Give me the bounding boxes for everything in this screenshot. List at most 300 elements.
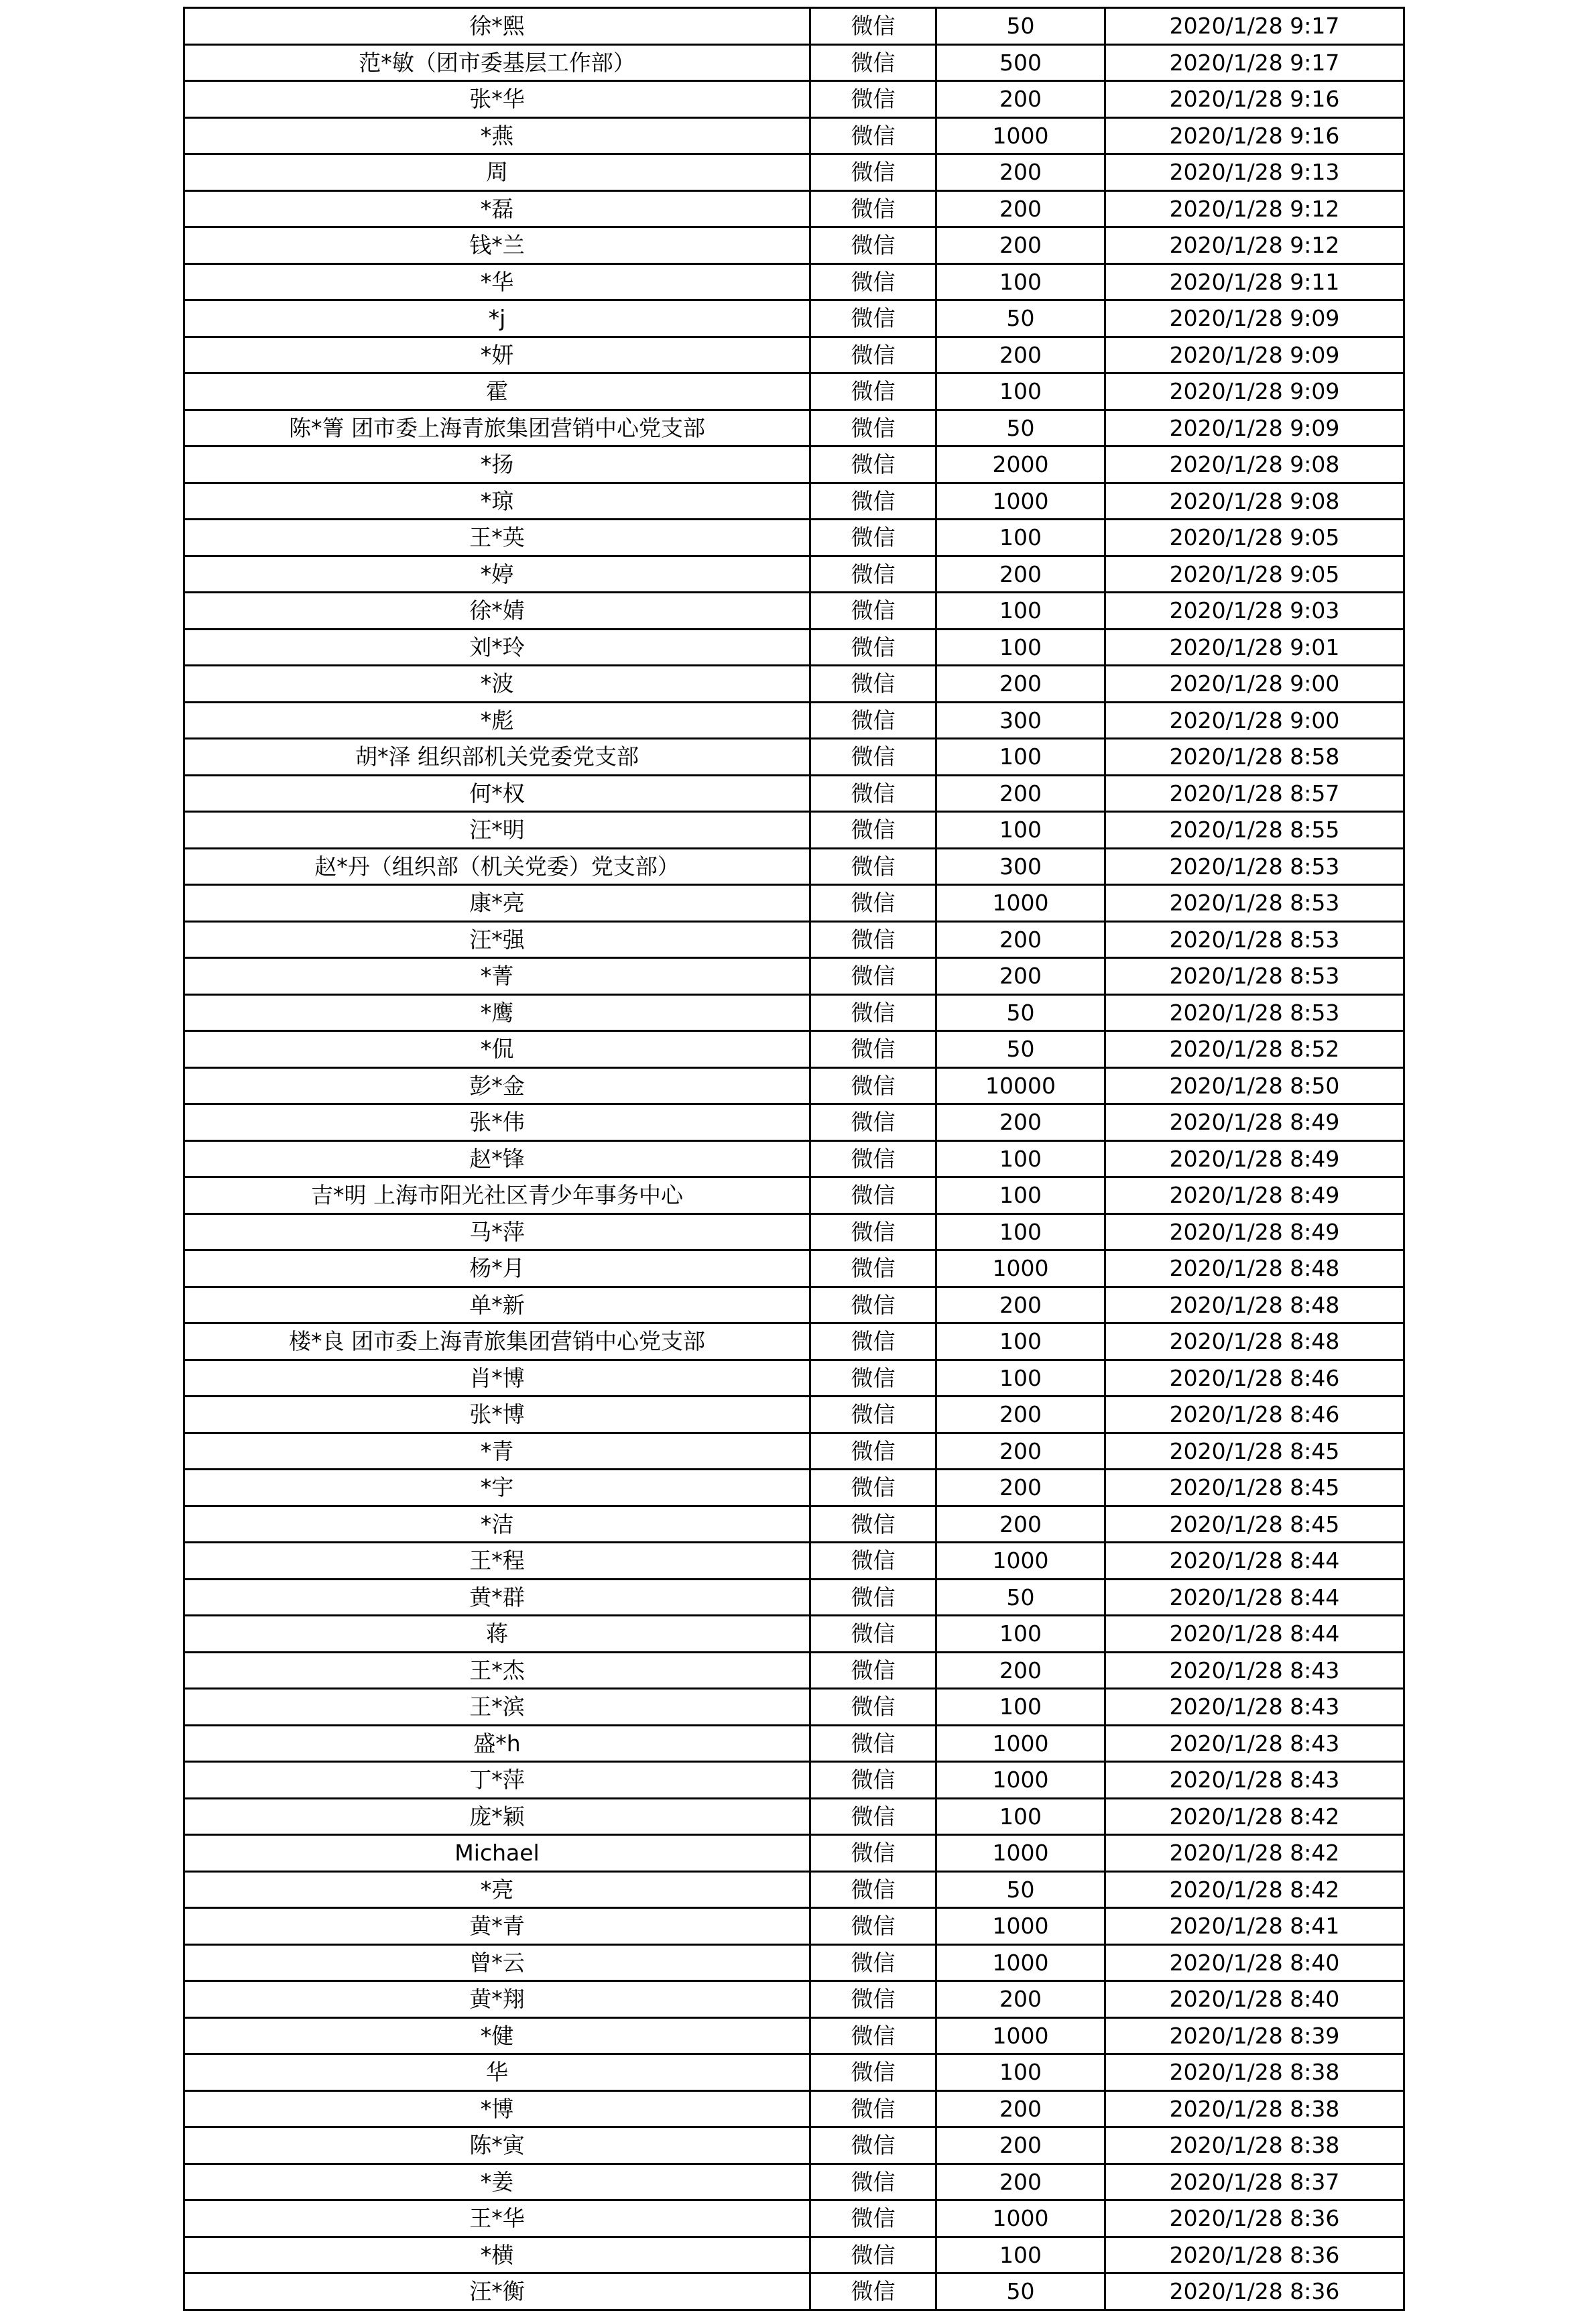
donation-time-cell: 2020/1/28 8:43 — [1105, 1725, 1404, 1762]
table-row — [184, 154, 1404, 191]
table-row — [184, 1287, 1404, 1323]
donation-time-cell: 2020/1/28 8:55 — [1105, 812, 1404, 849]
payment-channel-cell: 微信 — [810, 629, 936, 666]
donation-time-cell: 2020/1/28 9:09 — [1105, 300, 1404, 337]
donation-amount-cell: 1000 — [936, 1762, 1105, 1799]
donor-name-cell: 王*程 — [184, 1543, 810, 1580]
payment-channel-cell: 微信 — [810, 1798, 936, 1835]
donation-amount-cell: 200 — [936, 190, 1105, 227]
donor-name-cell: 霍 — [184, 373, 810, 410]
donation-time-cell: 2020/1/28 8:38 — [1105, 2127, 1404, 2164]
table-row — [184, 1506, 1404, 1543]
donation-time-cell: 2020/1/28 8:40 — [1105, 1944, 1404, 1981]
table-row — [184, 1360, 1404, 1397]
donor-name-cell: 丁*萍 — [184, 1762, 810, 1799]
donation-table — [183, 7, 1405, 2311]
donor-name-cell: *婷 — [184, 556, 810, 593]
payment-channel-cell: 微信 — [810, 81, 936, 118]
table-row — [184, 81, 1404, 118]
donor-name-cell: *燕 — [184, 117, 810, 154]
donation-time-cell: 2020/1/28 8:49 — [1105, 1140, 1404, 1177]
table-row — [184, 2237, 1404, 2273]
table-row — [184, 629, 1404, 666]
donor-name-cell: 赵*锋 — [184, 1140, 810, 1177]
payment-channel-cell: 微信 — [810, 410, 936, 447]
payment-channel-cell: 微信 — [810, 1067, 936, 1104]
donation-amount-cell: 200 — [936, 775, 1105, 812]
donation-time-cell: 2020/1/28 8:48 — [1105, 1250, 1404, 1287]
donation-time-cell: 2020/1/28 8:49 — [1105, 1177, 1404, 1214]
table-row — [184, 1579, 1404, 1616]
payment-channel-cell: 微信 — [810, 1177, 936, 1214]
donation-amount-cell: 1000 — [936, 1944, 1105, 1981]
payment-channel-cell: 微信 — [810, 1397, 936, 1433]
payment-channel-cell: 微信 — [810, 190, 936, 227]
payment-channel-cell: 微信 — [810, 1104, 936, 1141]
donation-amount-cell: 100 — [936, 739, 1105, 776]
payment-channel-cell: 微信 — [810, 2054, 936, 2091]
donation-time-cell: 2020/1/28 8:53 — [1105, 848, 1404, 885]
table-row — [184, 739, 1404, 776]
donor-name-cell: 曾*云 — [184, 1944, 810, 1981]
table-row — [184, 1798, 1404, 1835]
payment-channel-cell: 微信 — [810, 921, 936, 958]
payment-channel-cell: 微信 — [810, 1140, 936, 1177]
donation-amount-cell: 200 — [936, 958, 1105, 995]
table-row — [184, 2127, 1404, 2164]
donor-name-cell: *横 — [184, 2237, 810, 2273]
donation-amount-cell: 50 — [936, 994, 1105, 1031]
donation-time-cell: 2020/1/28 8:48 — [1105, 1287, 1404, 1323]
donation-amount-cell: 100 — [936, 1213, 1105, 1250]
donor-name-cell: *健 — [184, 2017, 810, 2054]
table-row — [184, 1250, 1404, 1287]
table-row — [184, 263, 1404, 300]
donation-time-cell: 2020/1/28 8:53 — [1105, 885, 1404, 922]
donation-amount-cell: 100 — [936, 2237, 1105, 2273]
table-row — [184, 300, 1404, 337]
table-row — [184, 702, 1404, 739]
donor-name-cell: 吉*明 上海市阳光社区青少年事务中心 — [184, 1177, 810, 1214]
table-row — [184, 812, 1404, 849]
payment-channel-cell: 微信 — [810, 1944, 936, 1981]
table-row — [184, 921, 1404, 958]
donation-amount-cell: 100 — [936, 520, 1105, 556]
payment-channel-cell: 微信 — [810, 2017, 936, 2054]
donation-amount-cell: 200 — [936, 2164, 1105, 2200]
donation-amount-cell: 100 — [936, 1616, 1105, 1653]
donation-time-cell: 2020/1/28 8:46 — [1105, 1397, 1404, 1433]
donation-time-cell: 2020/1/28 8:46 — [1105, 1360, 1404, 1397]
payment-channel-cell: 微信 — [810, 593, 936, 630]
donation-time-cell: 2020/1/28 9:11 — [1105, 263, 1404, 300]
table-row — [184, 1323, 1404, 1360]
donor-name-cell: Michael — [184, 1835, 810, 1872]
payment-channel-cell: 微信 — [810, 958, 936, 995]
donation-amount-cell: 200 — [936, 1506, 1105, 1543]
table-row — [184, 2273, 1404, 2310]
table-row — [184, 117, 1404, 154]
donation-time-cell: 2020/1/28 9:16 — [1105, 117, 1404, 154]
donation-time-cell: 2020/1/28 8:45 — [1105, 1433, 1404, 1470]
donor-name-cell: 王*杰 — [184, 1652, 810, 1689]
payment-channel-cell: 微信 — [810, 775, 936, 812]
table-row — [184, 8, 1404, 45]
table-row — [184, 1981, 1404, 2018]
payment-channel-cell: 微信 — [810, 1652, 936, 1689]
donation-time-cell: 2020/1/28 8:42 — [1105, 1871, 1404, 1908]
payment-channel-cell: 微信 — [810, 117, 936, 154]
donation-time-cell: 2020/1/28 8:36 — [1105, 2200, 1404, 2237]
donation-amount-cell: 1000 — [936, 2200, 1105, 2237]
donor-name-cell: 康*亮 — [184, 885, 810, 922]
donation-time-cell: 2020/1/28 8:40 — [1105, 1981, 1404, 2018]
payment-channel-cell: 微信 — [810, 1433, 936, 1470]
donor-name-cell: 周 — [184, 154, 810, 191]
donor-name-cell: 庞*颖 — [184, 1798, 810, 1835]
payment-channel-cell: 微信 — [810, 8, 936, 45]
donation-amount-cell: 200 — [936, 1470, 1105, 1506]
donation-amount-cell: 100 — [936, 1323, 1105, 1360]
table-row — [184, 1433, 1404, 1470]
table-row — [184, 958, 1404, 995]
donation-time-cell: 2020/1/28 9:08 — [1105, 447, 1404, 483]
donor-name-cell: *菁 — [184, 958, 810, 995]
donor-name-cell: *洁 — [184, 1506, 810, 1543]
donation-time-cell: 2020/1/28 9:17 — [1105, 8, 1404, 45]
payment-channel-cell: 微信 — [810, 300, 936, 337]
donor-name-cell: 单*新 — [184, 1287, 810, 1323]
donation-time-cell: 2020/1/28 9:05 — [1105, 520, 1404, 556]
donor-name-cell: 张*伟 — [184, 1104, 810, 1141]
payment-channel-cell: 微信 — [810, 227, 936, 264]
payment-channel-cell: 微信 — [810, 1689, 936, 1726]
donor-name-cell: 汪*衡 — [184, 2273, 810, 2310]
table-row — [184, 1470, 1404, 1506]
donation-time-cell: 2020/1/28 8:37 — [1105, 2164, 1404, 2200]
donation-amount-cell: 100 — [936, 812, 1105, 849]
payment-channel-cell: 微信 — [810, 154, 936, 191]
payment-channel-cell: 微信 — [810, 2200, 936, 2237]
donation-time-cell: 2020/1/28 9:09 — [1105, 410, 1404, 447]
donor-name-cell: *博 — [184, 2090, 810, 2127]
table-row — [184, 2017, 1404, 2054]
donation-time-cell: 2020/1/28 8:45 — [1105, 1506, 1404, 1543]
donation-time-cell: 2020/1/28 9:09 — [1105, 337, 1404, 373]
donor-name-cell: 刘*玲 — [184, 629, 810, 666]
donation-amount-cell: 100 — [936, 1140, 1105, 1177]
donation-amount-cell: 100 — [936, 1798, 1105, 1835]
table-row — [184, 44, 1404, 81]
donation-amount-cell: 200 — [936, 1981, 1105, 2018]
payment-channel-cell: 微信 — [810, 1506, 936, 1543]
donation-amount-cell: 100 — [936, 1177, 1105, 1214]
donor-name-cell: 张*博 — [184, 1397, 810, 1433]
donation-amount-cell: 1000 — [936, 885, 1105, 922]
payment-channel-cell: 微信 — [810, 1543, 936, 1580]
donor-name-cell: 华 — [184, 2054, 810, 2091]
donation-amount-cell: 100 — [936, 263, 1105, 300]
payment-channel-cell: 微信 — [810, 1616, 936, 1653]
donation-time-cell: 2020/1/28 8:45 — [1105, 1470, 1404, 1506]
table-row — [184, 1725, 1404, 1762]
payment-channel-cell: 微信 — [810, 1871, 936, 1908]
payment-channel-cell: 微信 — [810, 263, 936, 300]
donation-time-cell: 2020/1/28 8:49 — [1105, 1213, 1404, 1250]
donation-amount-cell: 50 — [936, 410, 1105, 447]
donation-amount-cell: 1000 — [936, 1908, 1105, 1945]
payment-channel-cell: 微信 — [810, 447, 936, 483]
table-row — [184, 1652, 1404, 1689]
donor-name-cell: 赵*丹（组织部（机关党委）党支部） — [184, 848, 810, 885]
table-row — [184, 1908, 1404, 1945]
table-row — [184, 2090, 1404, 2127]
donation-time-cell: 2020/1/28 9:16 — [1105, 81, 1404, 118]
payment-channel-cell: 微信 — [810, 1360, 936, 1397]
donor-name-cell: 楼*良 团市委上海青旅集团营销中心党支部 — [184, 1323, 810, 1360]
table-row — [184, 885, 1404, 922]
donation-amount-cell: 1000 — [936, 1250, 1105, 1287]
donor-name-cell: 黄*翔 — [184, 1981, 810, 2018]
donation-amount-cell: 200 — [936, 337, 1105, 373]
donor-name-cell: 汪*强 — [184, 921, 810, 958]
table-row — [184, 1031, 1404, 1068]
donation-time-cell: 2020/1/28 8:53 — [1105, 958, 1404, 995]
donation-time-cell: 2020/1/28 8:49 — [1105, 1104, 1404, 1141]
donation-time-cell: 2020/1/28 8:42 — [1105, 1835, 1404, 1872]
payment-channel-cell: 微信 — [810, 812, 936, 849]
table-row — [184, 1397, 1404, 1433]
donation-time-cell: 2020/1/28 9:09 — [1105, 373, 1404, 410]
donation-time-cell: 2020/1/28 8:41 — [1105, 1908, 1404, 1945]
payment-channel-cell: 微信 — [810, 666, 936, 703]
table-row — [184, 593, 1404, 630]
payment-channel-cell: 微信 — [810, 1213, 936, 1250]
donor-name-cell: 王*华 — [184, 2200, 810, 2237]
table-row — [184, 1762, 1404, 1799]
table-row — [184, 1871, 1404, 1908]
donor-name-cell: 彭*金 — [184, 1067, 810, 1104]
donation-time-cell: 2020/1/28 8:38 — [1105, 2090, 1404, 2127]
donation-amount-cell: 200 — [936, 556, 1105, 593]
payment-channel-cell: 微信 — [810, 1908, 936, 1945]
table-row — [184, 775, 1404, 812]
donor-name-cell: 陈*箐 团市委上海青旅集团营销中心党支部 — [184, 410, 810, 447]
payment-channel-cell: 微信 — [810, 2273, 936, 2310]
donation-amount-cell: 100 — [936, 629, 1105, 666]
payment-channel-cell: 微信 — [810, 556, 936, 593]
donor-name-cell: 黄*青 — [184, 1908, 810, 1945]
donation-amount-cell: 100 — [936, 593, 1105, 630]
payment-channel-cell: 微信 — [810, 885, 936, 922]
payment-channel-cell: 微信 — [810, 1835, 936, 1872]
payment-channel-cell: 微信 — [810, 702, 936, 739]
donation-time-cell: 2020/1/28 8:53 — [1105, 921, 1404, 958]
donation-time-cell: 2020/1/28 8:53 — [1105, 994, 1404, 1031]
donation-time-cell: 2020/1/28 9:13 — [1105, 154, 1404, 191]
payment-channel-cell: 微信 — [810, 44, 936, 81]
donation-amount-cell: 1000 — [936, 483, 1105, 520]
donation-time-cell: 2020/1/28 9:12 — [1105, 227, 1404, 264]
table-row — [184, 1543, 1404, 1580]
donation-time-cell: 2020/1/28 8:42 — [1105, 1798, 1404, 1835]
donor-name-cell: 黄*群 — [184, 1579, 810, 1616]
table-row — [184, 1616, 1404, 1653]
payment-channel-cell: 微信 — [810, 739, 936, 776]
donor-name-cell: 徐*熙 — [184, 8, 810, 45]
donor-name-cell: *青 — [184, 1433, 810, 1470]
donation-amount-cell: 100 — [936, 1360, 1105, 1397]
table-row — [184, 227, 1404, 264]
payment-channel-cell: 微信 — [810, 848, 936, 885]
payment-channel-cell: 微信 — [810, 1470, 936, 1506]
table-body — [184, 8, 1404, 2310]
payment-channel-cell: 微信 — [810, 1981, 936, 2018]
donation-amount-cell: 300 — [936, 702, 1105, 739]
donor-name-cell: *琼 — [184, 483, 810, 520]
donation-amount-cell: 100 — [936, 1689, 1105, 1726]
donor-name-cell: *侃 — [184, 1031, 810, 1068]
donation-amount-cell: 10000 — [936, 1067, 1105, 1104]
donation-time-cell: 2020/1/28 8:43 — [1105, 1652, 1404, 1689]
donor-name-cell: 王*英 — [184, 520, 810, 556]
donation-time-cell: 2020/1/28 9:00 — [1105, 666, 1404, 703]
payment-channel-cell: 微信 — [810, 337, 936, 373]
donor-name-cell: 徐*婧 — [184, 593, 810, 630]
table-row — [184, 848, 1404, 885]
donation-amount-cell: 50 — [936, 1579, 1105, 1616]
table-row — [184, 2200, 1404, 2237]
payment-channel-cell: 微信 — [810, 1323, 936, 1360]
table-row — [184, 1177, 1404, 1214]
payment-channel-cell: 微信 — [810, 2164, 936, 2200]
donation-amount-cell: 200 — [936, 1287, 1105, 1323]
donor-name-cell: *华 — [184, 263, 810, 300]
donor-name-cell: 陈*寅 — [184, 2127, 810, 2164]
donation-amount-cell: 2000 — [936, 447, 1105, 483]
table-row — [184, 666, 1404, 703]
donation-time-cell: 2020/1/28 8:43 — [1105, 1762, 1404, 1799]
donation-amount-cell: 200 — [936, 154, 1105, 191]
donation-time-cell: 2020/1/28 8:52 — [1105, 1031, 1404, 1068]
donation-time-cell: 2020/1/28 8:58 — [1105, 739, 1404, 776]
payment-channel-cell: 微信 — [810, 2090, 936, 2127]
donation-amount-cell: 200 — [936, 1433, 1105, 1470]
donation-amount-cell: 50 — [936, 1871, 1105, 1908]
table-row — [184, 1689, 1404, 1726]
donor-name-cell: *妍 — [184, 337, 810, 373]
donation-amount-cell: 50 — [936, 1031, 1105, 1068]
donation-amount-cell: 200 — [936, 227, 1105, 264]
table-row — [184, 1944, 1404, 1981]
table-row — [184, 1213, 1404, 1250]
payment-channel-cell: 微信 — [810, 373, 936, 410]
table-row — [184, 556, 1404, 593]
donor-name-cell: 胡*泽 组织部机关党委党支部 — [184, 739, 810, 776]
donor-name-cell: 肖*博 — [184, 1360, 810, 1397]
donor-name-cell: *鹰 — [184, 994, 810, 1031]
donation-time-cell: 2020/1/28 8:38 — [1105, 2054, 1404, 2091]
table-row — [184, 994, 1404, 1031]
table-row — [184, 483, 1404, 520]
donation-amount-cell: 200 — [936, 2090, 1105, 2127]
donor-name-cell: *扬 — [184, 447, 810, 483]
payment-channel-cell: 微信 — [810, 1762, 936, 1799]
donor-name-cell: *j — [184, 300, 810, 337]
payment-channel-cell: 微信 — [810, 1031, 936, 1068]
payment-channel-cell: 微信 — [810, 2237, 936, 2273]
table-row — [184, 1067, 1404, 1104]
donation-amount-cell: 50 — [936, 8, 1105, 45]
donation-amount-cell: 50 — [936, 300, 1105, 337]
donation-amount-cell: 1000 — [936, 1835, 1105, 1872]
donor-name-cell: 马*萍 — [184, 1213, 810, 1250]
payment-channel-cell: 微信 — [810, 1250, 936, 1287]
donation-amount-cell: 200 — [936, 81, 1105, 118]
donation-time-cell: 2020/1/28 9:00 — [1105, 702, 1404, 739]
donation-time-cell: 2020/1/28 9:03 — [1105, 593, 1404, 630]
donation-time-cell: 2020/1/28 8:43 — [1105, 1689, 1404, 1726]
donation-amount-cell: 1000 — [936, 2017, 1105, 2054]
donation-time-cell: 2020/1/28 8:44 — [1105, 1579, 1404, 1616]
donation-time-cell: 2020/1/28 8:57 — [1105, 775, 1404, 812]
donation-time-cell: 2020/1/28 8:44 — [1105, 1616, 1404, 1653]
donor-name-cell: *波 — [184, 666, 810, 703]
table-row — [184, 337, 1404, 373]
donor-name-cell: 汪*明 — [184, 812, 810, 849]
donor-name-cell: 盛*h — [184, 1725, 810, 1762]
donation-time-cell: 2020/1/28 8:48 — [1105, 1323, 1404, 1360]
donation-time-cell: 2020/1/28 8:36 — [1105, 2273, 1404, 2310]
donation-amount-cell: 200 — [936, 1397, 1105, 1433]
donation-time-cell: 2020/1/28 9:17 — [1105, 44, 1404, 81]
table-row — [184, 1104, 1404, 1141]
table-row — [184, 373, 1404, 410]
donation-amount-cell: 100 — [936, 2054, 1105, 2091]
donor-name-cell: 王*滨 — [184, 1689, 810, 1726]
donation-time-cell: 2020/1/28 8:39 — [1105, 2017, 1404, 2054]
donation-time-cell: 2020/1/28 9:08 — [1105, 483, 1404, 520]
donor-name-cell: 张*华 — [184, 81, 810, 118]
payment-channel-cell: 微信 — [810, 520, 936, 556]
donation-time-cell: 2020/1/28 9:05 — [1105, 556, 1404, 593]
donation-time-cell: 2020/1/28 8:36 — [1105, 2237, 1404, 2273]
table-row — [184, 2164, 1404, 2200]
table-row — [184, 447, 1404, 483]
table-row — [184, 1835, 1404, 1872]
donor-name-cell: 蒋 — [184, 1616, 810, 1653]
payment-channel-cell: 微信 — [810, 1287, 936, 1323]
donation-time-cell: 2020/1/28 8:44 — [1105, 1543, 1404, 1580]
donation-amount-cell: 50 — [936, 2273, 1105, 2310]
donation-amount-cell: 200 — [936, 666, 1105, 703]
donor-name-cell: 何*权 — [184, 775, 810, 812]
donation-amount-cell: 200 — [936, 921, 1105, 958]
donor-name-cell: *磊 — [184, 190, 810, 227]
donor-name-cell: *宇 — [184, 1470, 810, 1506]
donor-name-cell: 钱*兰 — [184, 227, 810, 264]
donation-amount-cell: 200 — [936, 1104, 1105, 1141]
payment-channel-cell: 微信 — [810, 1579, 936, 1616]
donation-amount-cell: 200 — [936, 1652, 1105, 1689]
payment-channel-cell: 微信 — [810, 994, 936, 1031]
payment-channel-cell: 微信 — [810, 483, 936, 520]
donation-time-cell: 2020/1/28 9:01 — [1105, 629, 1404, 666]
donor-name-cell: *姜 — [184, 2164, 810, 2200]
donation-amount-cell: 500 — [936, 44, 1105, 81]
donation-time-cell: 2020/1/28 9:12 — [1105, 190, 1404, 227]
donor-name-cell: 范*敏（团市委基层工作部） — [184, 44, 810, 81]
